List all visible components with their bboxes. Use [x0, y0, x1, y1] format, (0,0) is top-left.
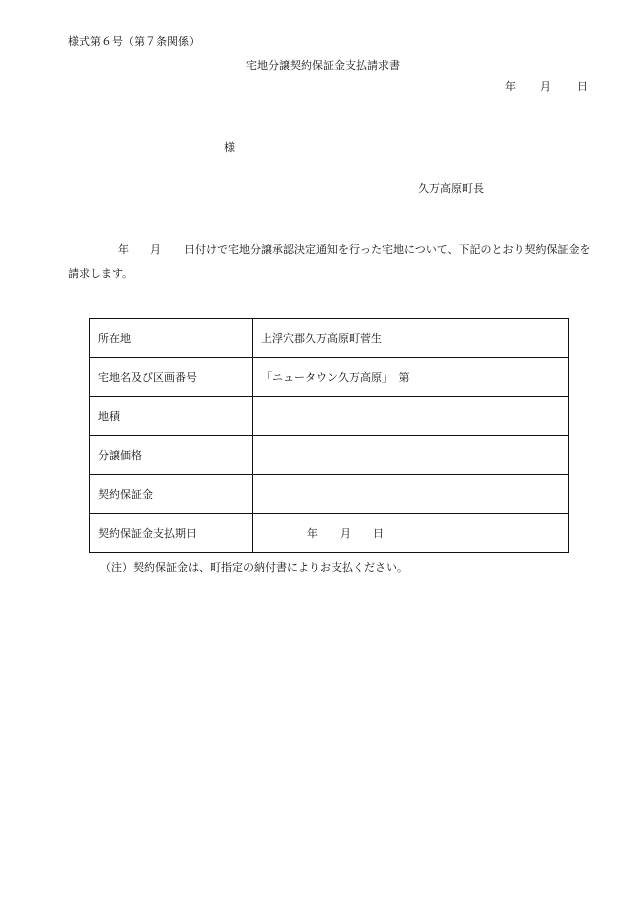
date-line	[505, 78, 588, 94]
row-value: 上浮穴郡久万高原町菅生	[253, 319, 569, 358]
table-row	[90, 475, 569, 514]
document-title: 宅地分譲契約保証金支払請求書	[246, 59, 400, 72]
row-label: 所在地	[90, 319, 253, 358]
table-row	[90, 436, 569, 475]
form-number: 様式第６号（第７条関係）	[68, 35, 200, 48]
row-value: 年 月 日	[253, 514, 569, 553]
body-month: 月	[150, 243, 161, 256]
date-year: 年	[505, 80, 516, 93]
body-text: 日付けで宅地分譲承認決定通知を行った宅地について、下記のとおり契約保証金を請求します。	[68, 243, 591, 280]
date-month: 月	[540, 80, 551, 93]
row-value: 「ニュータウン久万高原」 第	[253, 358, 569, 397]
body-paragraph	[68, 238, 592, 286]
recipient-honorific: 様	[224, 141, 235, 154]
table-row	[90, 514, 569, 553]
date-day: 日	[577, 80, 588, 93]
row-value	[253, 436, 569, 475]
row-label: 契約保証金支払期日	[90, 514, 253, 553]
row-label: 宅地名及び区画番号	[90, 358, 253, 397]
table-row	[90, 319, 569, 358]
table-row	[90, 358, 569, 397]
issuer-name: 久万高原町長	[418, 182, 484, 195]
row-label: 地積	[90, 397, 253, 436]
row-label: 分譲価格	[90, 436, 253, 475]
property-info-table	[89, 318, 569, 553]
row-value	[253, 475, 569, 514]
row-value	[253, 397, 569, 436]
note-text: （注）契約保証金は、町指定の納付書によりお支払ください。	[100, 561, 408, 574]
body-year: 年	[118, 243, 129, 256]
row-label: 契約保証金	[90, 475, 253, 514]
table-row	[90, 397, 569, 436]
